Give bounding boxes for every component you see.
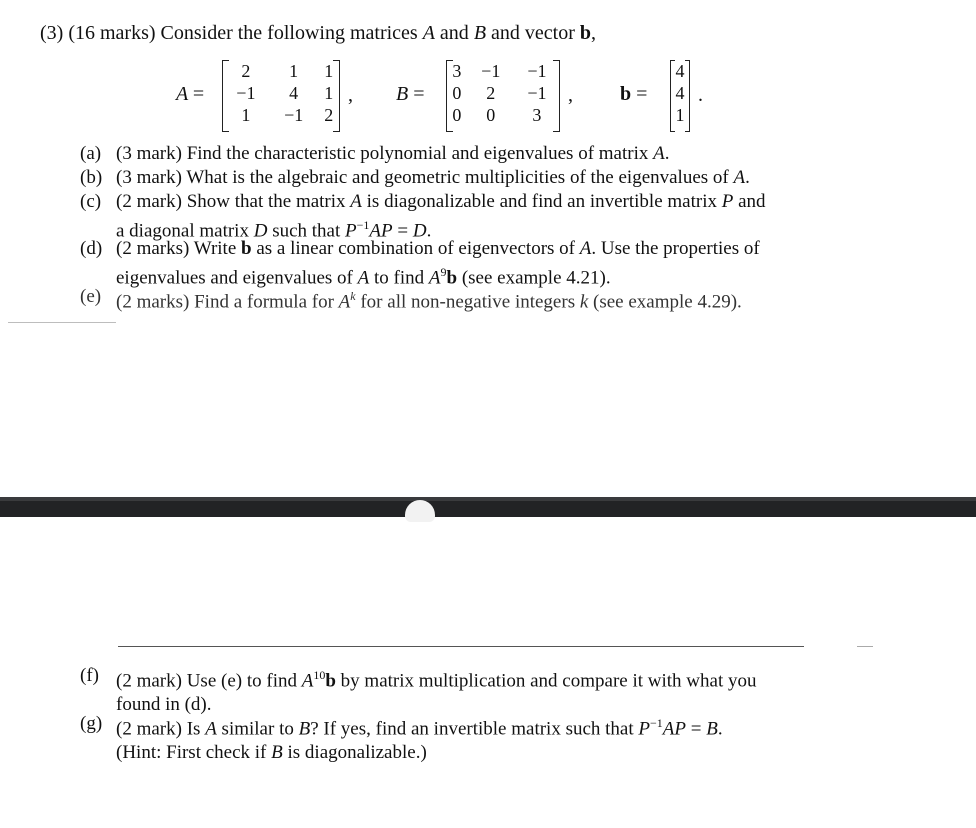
var-A: A [205, 718, 217, 740]
equation-p: P [638, 718, 651, 740]
power-base: A [428, 266, 441, 288]
var-B: B [298, 718, 311, 740]
equation-ap: AP [662, 718, 687, 740]
var-B: B [473, 22, 487, 44]
matrix-cell: 1 [241, 105, 251, 125]
part-text: a diagonal matrix [116, 219, 249, 241]
part-marks: (2 marks) [116, 291, 190, 313]
part-text: is diagonalizable and find an invertible matrix [366, 191, 717, 212]
hint-text: is diagonalizable.) [287, 741, 427, 763]
part-text: for all non-negative integers [360, 291, 576, 313]
power-base: A [301, 670, 314, 692]
part-text: What is the algebraic and geometric multiplicities of the eigenvalues of [186, 167, 729, 188]
problem-statement [40, 22, 596, 45]
part-text: eigenvalues and eigenvalues of [116, 266, 353, 288]
part-b: (b) (3 mark) What is the algebraic and geometric multiplicities of the eigenvalues of A. [80, 167, 750, 188]
var-b: b [579, 22, 592, 44]
hint-text: (Hint: First check if [116, 741, 267, 763]
vector-b-label: b = [620, 83, 648, 105]
var-A: A [422, 22, 435, 44]
part-tag: (g) [80, 713, 103, 734]
matrix-cell: 2 [241, 61, 251, 81]
matrix-display [0, 58, 976, 134]
part-tag: (f) [80, 665, 99, 686]
part-text: . Use the properties of [591, 238, 760, 259]
part-e [80, 285, 880, 314]
part-text: Is [186, 718, 201, 740]
part-text: (see example 4.21). [461, 266, 611, 288]
matrix-cell: 1 [324, 61, 334, 81]
part-tag: (c) [80, 191, 102, 212]
matrix-comma: , [568, 84, 573, 106]
matrix-b [446, 60, 560, 130]
problem-number: (3) [40, 22, 64, 44]
drag-handle[interactable] [405, 500, 435, 522]
divider [118, 646, 804, 647]
matrix-cell: 1 [675, 105, 685, 125]
matrix-cell: 4 [675, 61, 685, 81]
var-b: b [446, 266, 458, 288]
vector-b [670, 60, 690, 130]
part-marks: (3 mark) [116, 167, 182, 188]
matrix-cell: 0 [486, 105, 496, 125]
equation-d: D [412, 219, 427, 241]
header-tail: , [591, 22, 597, 44]
matrix-cell: 0 [452, 105, 462, 125]
part-text: as a linear combination of eigenvectors of [256, 238, 576, 259]
matrix-cell: 4 [289, 83, 299, 103]
part-tag: (e) [80, 286, 102, 307]
divider [8, 322, 116, 323]
part-text: Use (e) to find [186, 670, 297, 692]
part-text: Write [193, 238, 237, 259]
part-text: such that [272, 219, 341, 241]
matrix-cell: −1 [284, 105, 304, 125]
matrix-cell: −1 [527, 61, 547, 81]
word-and: and [439, 22, 469, 44]
part-a: (a) (3 mark) Find the characteristic polynomial and eigenvalues of matrix A. [80, 143, 670, 164]
problem-marks: (16 marks) [68, 22, 156, 44]
var-A: A [733, 167, 746, 188]
equation-equals: = [397, 219, 409, 241]
var-A: A [653, 143, 665, 164]
part-marks: (2 mark) [116, 718, 182, 740]
equation-inverse: −1 [650, 716, 663, 730]
power-exponent: k [350, 289, 356, 303]
page-separator-highlight [0, 497, 976, 501]
part-marks: (3 mark) [116, 143, 182, 164]
part-marks: (2 mark) [116, 670, 182, 692]
part-tag: (a) [80, 143, 102, 164]
part-c: (c) (2 mark) Show that the matrix A is diagonalizable and find an invertible matrix P and a diagonal matrix D such that $P^{-1}AP = D$. [80, 191, 766, 241]
matrix-cell: 4 [675, 83, 685, 103]
matrix-cell: 0 [452, 83, 462, 103]
matrix-cell: −1 [236, 83, 256, 103]
var-A: A [357, 266, 370, 288]
matrix-comma: , [348, 84, 353, 106]
part-text: ? If yes, find an invertible matrix such that [310, 718, 634, 740]
power-exponent: 9 [440, 264, 447, 279]
matrix-a-label: A = [176, 83, 205, 105]
part-text: similar to [221, 718, 294, 740]
matrix-period: . [698, 84, 703, 106]
power-base: A [338, 291, 351, 313]
matrix-cell: 3 [452, 61, 462, 81]
problem-lead: Consider the following matrices [160, 22, 418, 44]
matrix-cell: −1 [527, 83, 547, 103]
power-exponent: 10 [313, 668, 326, 682]
matrix-b-label: B = [396, 83, 425, 105]
matrix-cell: 3 [532, 105, 542, 125]
var-b: b [241, 238, 252, 259]
part-marks: (2 mark) [116, 191, 182, 212]
var-k: k [579, 291, 589, 313]
equation-inverse: −1 [356, 217, 370, 232]
equation-b: B [706, 718, 718, 740]
matrix-cell: 1 [324, 83, 334, 103]
part-marks: (2 marks) [116, 238, 190, 259]
var-P: P [721, 191, 734, 212]
divider [857, 646, 873, 647]
equation-ap: AP [369, 219, 393, 241]
part-text: Find the characteristic polynomial and eigenvalues of matrix [186, 143, 649, 164]
part-tag: (b) [80, 167, 103, 188]
part-text: found in (d). [116, 693, 212, 715]
word-and-vector: and vector [491, 22, 575, 44]
part-text: Find a formula for [194, 291, 334, 313]
part-g: (g) (2 mark) Is A similar to B? If yes, find an invertible matrix such that $P^{-1}AP = B$. (Hint: First check if B is diagonalizable.) [80, 713, 723, 763]
part-text: Show that the matrix [186, 191, 346, 212]
part-text: (see example 4.29). [593, 291, 742, 313]
matrix-cell: −1 [481, 61, 501, 81]
part-text: to find [374, 266, 425, 288]
part-f [80, 664, 880, 716]
matrix-cell: 1 [289, 61, 299, 81]
matrix-a [222, 60, 340, 130]
equation-equals: = [690, 718, 702, 740]
part-tag: (d) [80, 238, 103, 259]
part-text: by matrix multiplication and compare it with what you [340, 670, 757, 692]
var-B: B [271, 741, 283, 763]
var-A: A [579, 238, 592, 259]
var-A: A [350, 191, 362, 212]
matrix-cell: 2 [486, 83, 496, 103]
part-text: and [738, 191, 766, 212]
matrix-cell: 2 [324, 105, 334, 125]
equation-p: P [345, 219, 357, 241]
var-b: b [325, 670, 336, 692]
part-d [80, 237, 880, 289]
var-D: D [253, 219, 268, 241]
